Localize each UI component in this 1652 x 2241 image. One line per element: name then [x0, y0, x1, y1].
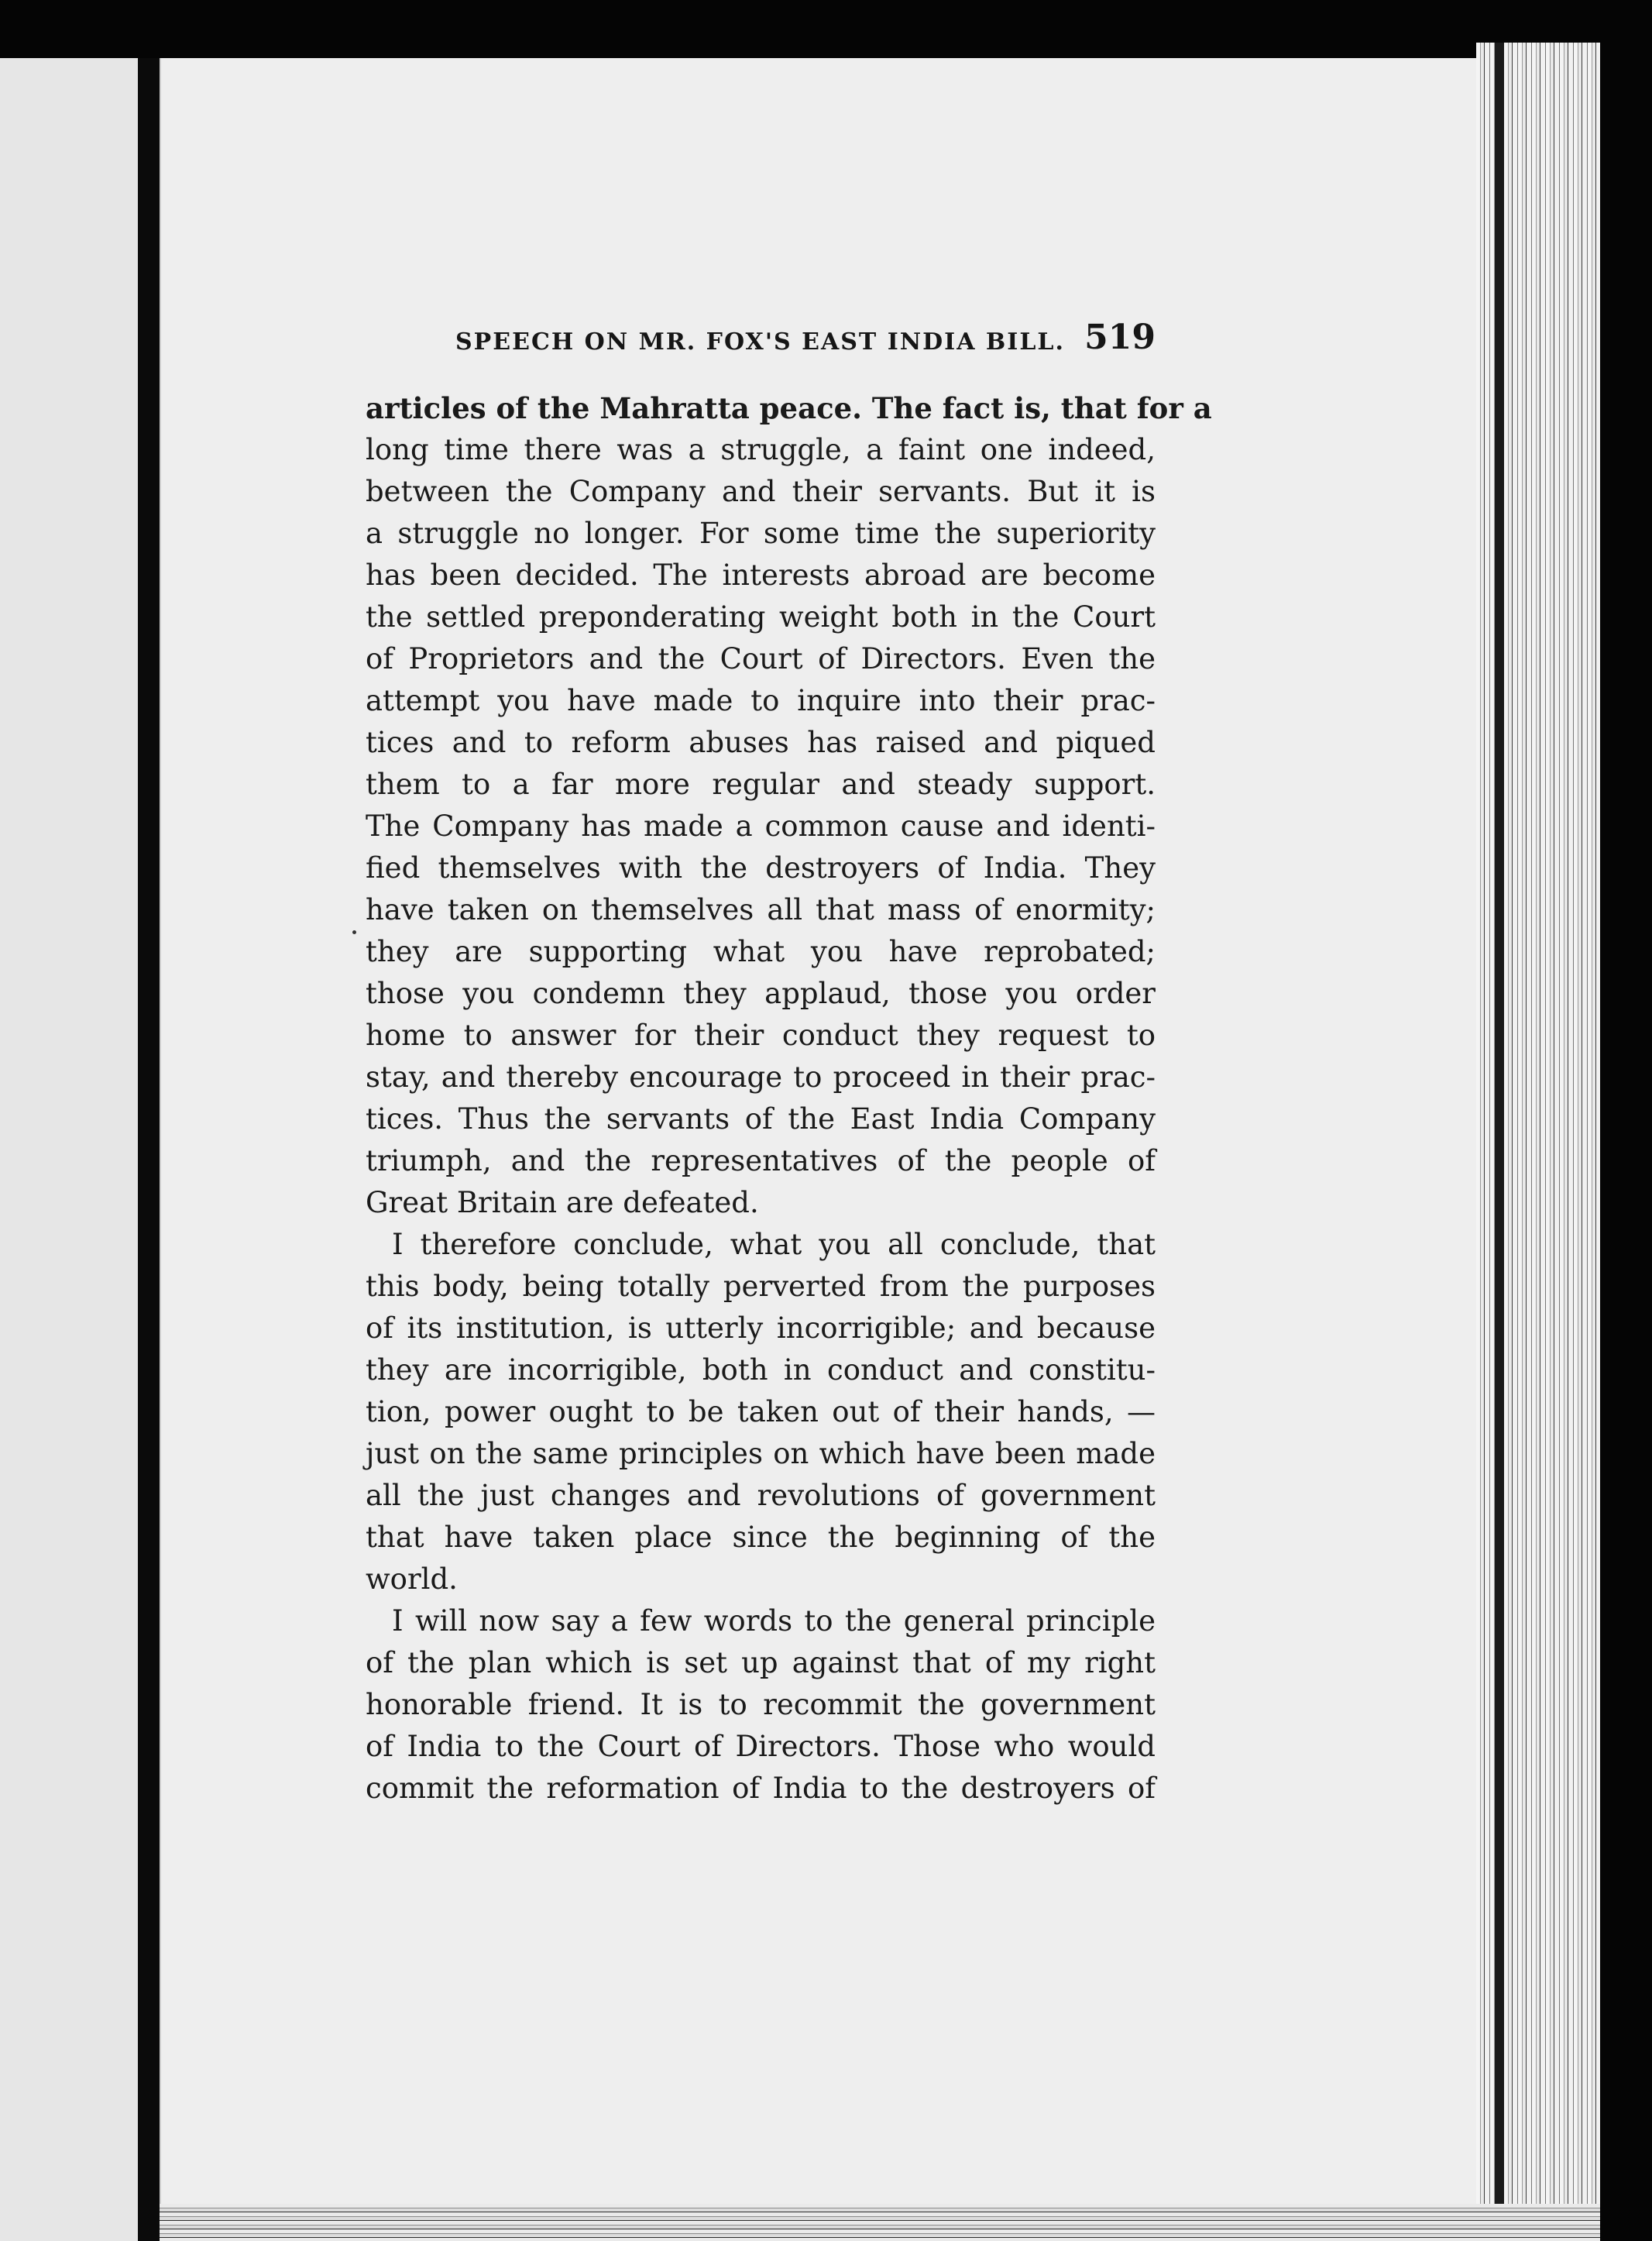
- text-line: of its institution, is utterly incorrigible; and because: [366, 1311, 1156, 1345]
- facing-page-edge: [0, 58, 138, 2241]
- text-line: world.: [366, 1562, 458, 1596]
- text-line: of Proprietors and the Court of Directors. Even the: [366, 642, 1156, 675]
- text-line: that have taken place since the beginning of the: [366, 1521, 1156, 1554]
- text-line: them to a far more regular and steady support.: [366, 768, 1156, 801]
- margin-mark: [352, 930, 356, 934]
- text-line: of the plan which is set up against that of my right: [366, 1646, 1156, 1679]
- book-gutter: [138, 58, 160, 2241]
- text-line: all the just changes and revolutions of government: [366, 1479, 1156, 1512]
- text-line: tices and to reform abuses has raised and piqued: [366, 726, 1156, 759]
- text-line: this body, being totally perverted from the purposes: [366, 1270, 1156, 1303]
- page-stack-shadow: [1495, 43, 1504, 2241]
- text-line: tices. Thus the servants of the East India Company: [366, 1102, 1156, 1136]
- body-text: [366, 387, 1212, 1810]
- text-line: articles of the Mahratta peace. The fact is, that for a: [366, 391, 1212, 425]
- text-line: Great Britain are defeated.: [366, 1186, 759, 1219]
- text-line: have taken on themselves all that mass of enormity;: [366, 893, 1156, 926]
- running-head: SPEECH ON MR. FOX'S EAST INDIA BILL.: [455, 328, 1065, 356]
- text-line: The Company has made a common cause and identi-: [366, 809, 1156, 843]
- page-number: 519: [1084, 318, 1156, 357]
- text-line: long time there was a struggle, a faint one indeed,: [366, 433, 1156, 466]
- text-line: honorable friend. It is to recommit the government: [366, 1688, 1156, 1721]
- paragraph-first-line: I will now say a few words to the general principle: [392, 1604, 1156, 1638]
- text-line: attempt you have made to inquire into their prac-: [366, 684, 1156, 717]
- text-line: a struggle no longer. For some time the superiority: [366, 517, 1156, 550]
- bottom-page-edges: [160, 2204, 1600, 2241]
- text-line: fied themselves with the destroyers of India. They: [366, 851, 1156, 885]
- text-line: they are supporting what you have reprobated;: [366, 935, 1156, 968]
- text-line: the settled preponderating weight both in the Court: [366, 600, 1156, 634]
- text-line: just on the same principles on which have been made: [366, 1437, 1156, 1470]
- text-line: they are incorrigible, both in conduct and constitu-: [366, 1353, 1156, 1387]
- text-line: between the Company and their servants. But it is: [366, 475, 1156, 508]
- text-line: of India to the Court of Directors. Those who would: [366, 1730, 1156, 1763]
- text-line: those you condemn they applaud, those you order: [366, 977, 1156, 1010]
- text-line: tion, power ought to be taken out of their hands, —: [366, 1395, 1156, 1428]
- text-line: triumph, and the representatives of the people of: [366, 1144, 1156, 1177]
- text-line: has been decided. The interests abroad are become: [366, 559, 1156, 592]
- text-line: commit the reformation of India to the destroyers of: [366, 1772, 1156, 1805]
- page-header: [366, 318, 1156, 364]
- text-line: stay, and thereby encourage to proceed in their prac-: [366, 1060, 1156, 1094]
- text-line: home to answer for their conduct they request to: [366, 1019, 1156, 1052]
- paragraph-first-line: I therefore conclude, what you all conclude, that: [392, 1228, 1156, 1261]
